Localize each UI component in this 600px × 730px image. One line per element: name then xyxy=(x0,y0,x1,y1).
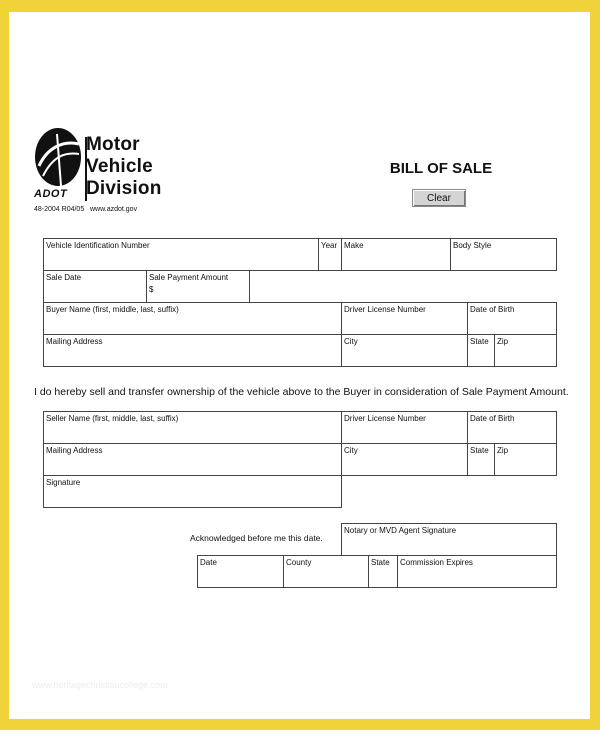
buyer-license-label: Driver License Number xyxy=(344,305,426,314)
notary-state-field[interactable] xyxy=(368,555,398,588)
body-style-label: Body Style xyxy=(453,241,492,250)
seller-city-field[interactable] xyxy=(341,443,468,476)
buyer-dob-label: Date of Birth xyxy=(470,305,515,314)
logo-line-motor: Motor xyxy=(86,134,140,155)
seller-city-label: City xyxy=(344,446,358,455)
dollar-sign: $ xyxy=(149,285,154,294)
notary-signature-field[interactable] xyxy=(341,523,557,556)
page-title: BILL OF SALE xyxy=(389,160,493,177)
buyer-city-field[interactable] xyxy=(341,334,468,367)
buyer-license-field[interactable] xyxy=(341,302,468,335)
sale-date-label: Sale Date xyxy=(46,273,82,282)
seller-name-field[interactable] xyxy=(43,411,342,444)
buyer-name-field[interactable] xyxy=(43,302,342,335)
make-field[interactable] xyxy=(341,238,451,271)
buyer-zip-label: Zip xyxy=(497,337,509,346)
sale-date-field[interactable] xyxy=(43,270,147,303)
sale-payment-label: Sale Payment Amount xyxy=(149,273,229,282)
clear-button[interactable]: Clear xyxy=(412,189,466,207)
commission-expires-field[interactable] xyxy=(397,555,557,588)
buyer-name-label: Buyer Name (first, middle, last, suffix) xyxy=(46,305,179,314)
transfer-statement: I do hereby sell and transfer ownership of the vehicle above to the Buyer in consideration of Sale Payment Amount. xyxy=(34,386,569,398)
website-text: www.azdot.gov xyxy=(90,206,138,213)
buyer-address-field[interactable] xyxy=(43,334,342,367)
year-label: Year xyxy=(321,241,338,250)
buyer-state-field[interactable] xyxy=(467,334,495,367)
notary-county-field[interactable] xyxy=(283,555,369,588)
vin-label: Vehicle Identification Number xyxy=(46,241,150,250)
seller-dob-label: Date of Birth xyxy=(470,414,515,423)
seller-dob-field[interactable] xyxy=(467,411,557,444)
notary-state-label: State xyxy=(371,558,390,567)
adot-logo-icon xyxy=(33,126,83,188)
buyer-state-label: State xyxy=(470,337,489,346)
form-number: 48-2004 R04/05 xyxy=(34,206,85,213)
buyer-dob-field[interactable] xyxy=(467,302,557,335)
watermark-text: www.heritagechristiancollege.com xyxy=(32,680,168,690)
buyer-zip-field[interactable] xyxy=(494,334,557,367)
acknowledged-text: Acknowledged before me this date. xyxy=(190,533,323,543)
buyer-address-label: Mailing Address xyxy=(46,337,103,346)
notary-date-label: Date xyxy=(200,558,217,567)
notary-date-field[interactable] xyxy=(197,555,284,588)
seller-address-field[interactable] xyxy=(43,443,342,476)
notary-signature-label: Notary or MVD Agent Signature xyxy=(344,526,457,535)
seller-zip-label: Zip xyxy=(497,446,509,455)
seller-address-label: Mailing Address xyxy=(46,446,103,455)
body-style-field[interactable] xyxy=(450,238,557,271)
logo-text xyxy=(86,134,196,200)
seller-license-label: Driver License Number xyxy=(344,414,426,423)
seller-state-field[interactable] xyxy=(467,443,495,476)
commission-expires-label: Commission Expires xyxy=(400,558,473,567)
buyer-city-label: City xyxy=(344,337,358,346)
sale-payment-field[interactable] xyxy=(146,270,250,303)
seller-state-label: State xyxy=(470,446,489,455)
year-field[interactable] xyxy=(318,238,342,271)
notary-county-label: County xyxy=(286,558,312,567)
seller-name-label: Seller Name (first, middle, last, suffix) xyxy=(46,414,179,423)
seller-license-field[interactable] xyxy=(341,411,468,444)
seller-zip-field[interactable] xyxy=(494,443,557,476)
logo-line-division: Division xyxy=(86,178,162,199)
make-label: Make xyxy=(344,241,364,250)
vin-field[interactable] xyxy=(43,238,319,271)
seller-signature-field[interactable] xyxy=(43,475,342,508)
adot-wordmark: ADOT xyxy=(34,188,68,200)
seller-signature-label: Signature xyxy=(46,478,81,487)
logo-line-vehicle: Vehicle xyxy=(86,156,153,177)
